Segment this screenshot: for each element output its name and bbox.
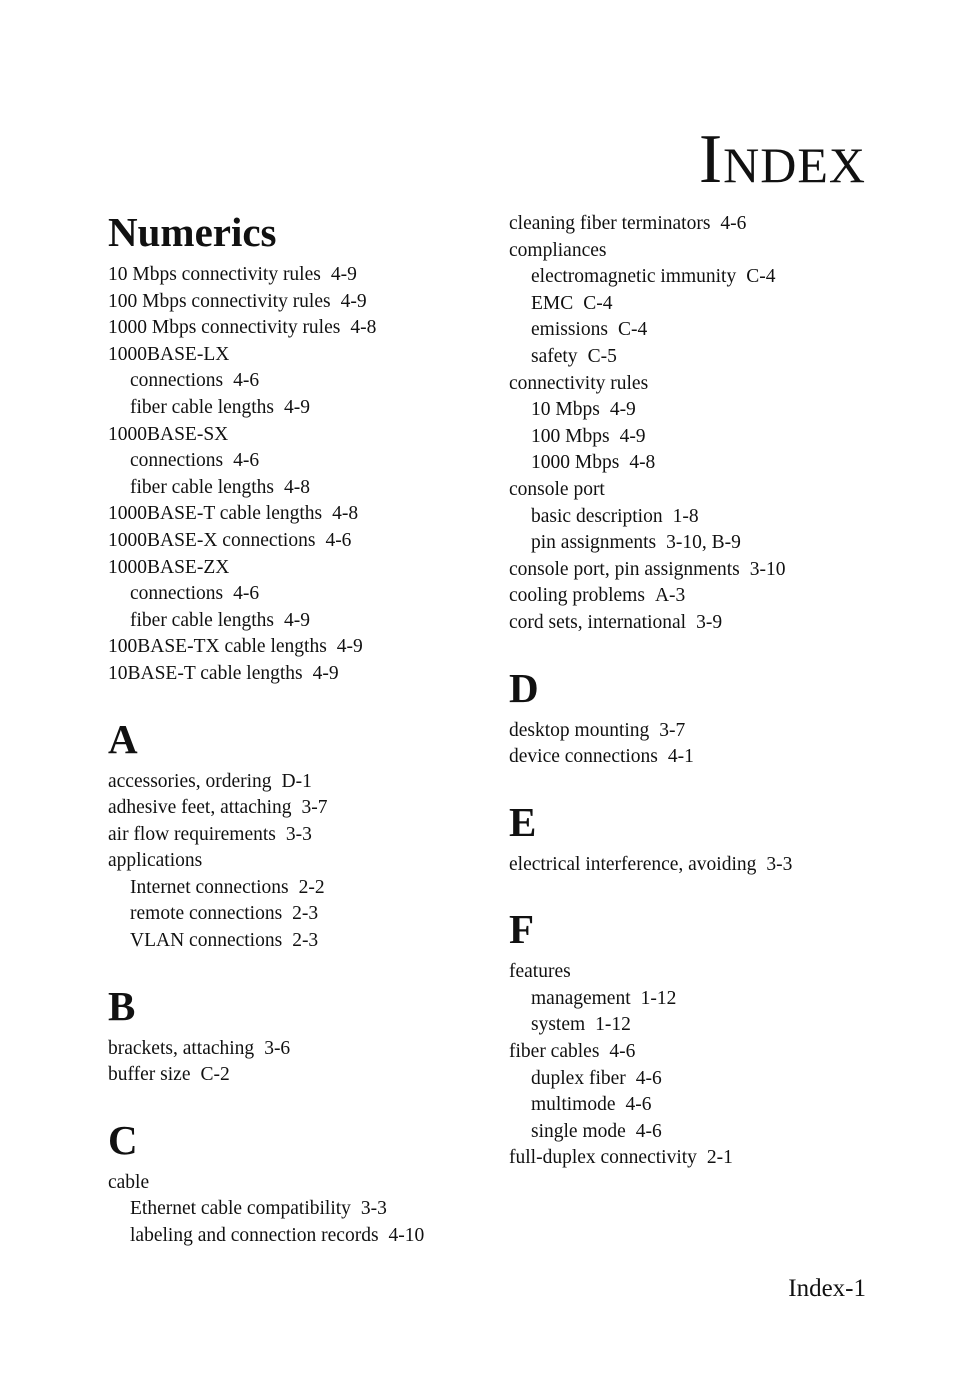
page-reference: 3-7 <box>659 719 686 741</box>
index-term: connections <box>130 370 224 392</box>
index-entry <box>509 557 909 584</box>
index-term: 1000BASE-SX <box>108 423 229 445</box>
index-section <box>509 794 909 879</box>
index-term: cable <box>108 1171 150 1193</box>
index-subentry <box>108 581 508 608</box>
page-reference: 4-6 <box>233 370 260 392</box>
page-title <box>698 120 866 200</box>
index-term: features <box>509 961 571 983</box>
index-entry <box>509 371 909 398</box>
page-reference: 4-9 <box>284 396 311 418</box>
index-entry <box>108 501 508 528</box>
page-reference: 3-9 <box>696 611 723 633</box>
index-entry <box>509 211 909 238</box>
index-entry <box>108 1036 508 1063</box>
index-term: fiber cable lengths <box>130 396 275 418</box>
index-subentry <box>509 264 909 291</box>
index-subentry <box>509 424 909 451</box>
page-reference: 4-8 <box>284 476 311 498</box>
index-term: accessories, ordering <box>108 770 272 792</box>
index-term: 100 Mbps connectivity rules <box>108 290 331 312</box>
section-heading: D <box>509 664 539 711</box>
index-term: EMC <box>531 292 574 314</box>
page-reference: 4-1 <box>667 746 694 768</box>
index-term: full-duplex connectivity <box>509 1147 697 1169</box>
index-term: system <box>531 1014 586 1036</box>
page-reference: C-2 <box>200 1064 230 1086</box>
index-term: fiber cables <box>509 1041 600 1063</box>
index-term: 1000 Mbps <box>531 452 620 474</box>
index-term: connectivity rules <box>509 372 649 394</box>
index-term: device connections <box>509 746 658 768</box>
section-heading: Numerics <box>108 209 277 255</box>
page-title-initial: I <box>698 120 724 198</box>
index-entry <box>509 718 909 745</box>
page-reference: A-3 <box>654 585 686 607</box>
index-term: safety <box>531 345 578 367</box>
index-entry <box>509 238 909 265</box>
page-reference: 3-3 <box>766 853 793 875</box>
index-term: 100 Mbps <box>531 425 610 447</box>
index-section <box>509 660 909 771</box>
index-term: electrical interference, avoiding <box>509 853 757 875</box>
index-section <box>108 978 508 1089</box>
index-subentry <box>509 986 909 1013</box>
index-subentry <box>108 875 508 902</box>
index-term: pin assignments <box>531 532 657 554</box>
page-reference: 4-9 <box>330 264 357 285</box>
page-reference: 1-8 <box>672 505 699 527</box>
page-reference: C-4 <box>746 266 776 288</box>
index-subentry <box>108 448 508 475</box>
index-term: connections <box>130 450 224 472</box>
index-subentry <box>108 368 508 395</box>
page-reference: 2-2 <box>298 876 325 898</box>
page-reference: D-1 <box>281 770 312 792</box>
section-heading: B <box>108 982 136 1029</box>
index-entry <box>108 822 508 849</box>
page-reference: 4-9 <box>340 290 367 312</box>
index-subentry <box>108 928 508 955</box>
index-term: fiber cable lengths <box>130 476 275 498</box>
index-subentry <box>509 1012 909 1039</box>
index-entry <box>108 1062 508 1089</box>
page-reference: 4-6 <box>625 1094 652 1116</box>
index-section <box>509 901 909 1172</box>
page-number: Index-1 <box>788 1275 866 1302</box>
index-subentry <box>509 344 909 371</box>
index-subentry <box>108 475 508 502</box>
index-term: 1000 Mbps connectivity rules <box>108 317 341 339</box>
index-term: management <box>531 987 631 1009</box>
index-entry <box>108 315 508 342</box>
index-term: emissions <box>531 319 608 341</box>
index-section <box>509 211 909 637</box>
index-term: labeling and connection records <box>130 1225 379 1247</box>
index-entry <box>108 342 508 369</box>
index-entry <box>509 477 909 504</box>
index-term: fiber cable lengths <box>130 609 275 631</box>
index-term: Ethernet cable compatibility <box>130 1198 351 1220</box>
index-term: multimode <box>531 1094 616 1116</box>
section-heading: E <box>509 798 537 845</box>
index-subentry <box>509 1092 909 1119</box>
page-reference: 4-6 <box>635 1067 662 1089</box>
page-reference: 3-3 <box>360 1198 387 1220</box>
page-reference: 4-6 <box>233 450 260 472</box>
index-entry <box>108 1170 508 1197</box>
index-entry <box>509 1039 909 1066</box>
index-section <box>108 711 508 955</box>
index-term: electromagnetic immunity <box>531 266 737 288</box>
index-entry <box>108 848 508 875</box>
index-term: 1000BASE-ZX <box>108 556 230 578</box>
index-entry <box>509 583 909 610</box>
index-subentry <box>509 1066 909 1093</box>
page-reference: 2-1 <box>706 1147 733 1169</box>
index-entry <box>108 634 508 661</box>
index-subentry <box>108 1223 508 1250</box>
index-term: duplex fiber <box>531 1067 626 1089</box>
index-term: adhesive feet, attaching <box>108 797 292 819</box>
index-entry <box>108 795 508 822</box>
page-reference: 4-9 <box>312 662 339 684</box>
index-term: 100BASE-TX cable lengths <box>108 636 327 658</box>
index-term: 10 Mbps connectivity rules <box>108 264 321 285</box>
index-term: basic description <box>531 505 663 527</box>
index-subentry <box>108 901 508 928</box>
index-section <box>108 204 508 688</box>
index-subentry <box>108 608 508 635</box>
index-subentry <box>509 1119 909 1146</box>
index-entry <box>509 852 909 879</box>
index-entry <box>509 1145 909 1172</box>
index-subentry <box>509 291 909 318</box>
index-term: 10BASE-T cable lengths <box>108 662 303 684</box>
page-reference: C-4 <box>617 319 648 341</box>
page-reference: 4-9 <box>284 609 311 631</box>
index-entry <box>108 289 508 316</box>
index-term: compliances <box>509 239 607 261</box>
index-section <box>108 1112 508 1250</box>
index-term: console port <box>509 478 605 500</box>
page-reference: 4-10 <box>388 1225 425 1247</box>
section-heading: F <box>509 906 535 953</box>
index-term: air flow requirements <box>108 823 276 845</box>
index-term: 1000BASE-T cable lengths <box>108 503 323 525</box>
page-title-rest: NDEX <box>723 136 866 193</box>
index-term: buffer size <box>108 1064 191 1086</box>
page-reference: 2-3 <box>292 903 319 925</box>
index-entry <box>108 769 508 796</box>
index-entry <box>108 661 508 688</box>
index-subentry <box>108 395 508 422</box>
page-reference: 4-6 <box>635 1120 662 1142</box>
index-term: 10 Mbps <box>531 399 600 421</box>
index-subentry <box>509 450 909 477</box>
page-reference: 3-10, B-9 <box>666 532 741 554</box>
index-term: single mode <box>531 1120 626 1142</box>
page-reference: 4-6 <box>609 1041 636 1063</box>
index-term: connections <box>130 583 224 605</box>
index-term: cooling problems <box>509 585 645 607</box>
index-column-right <box>509 211 909 1195</box>
page-reference: 3-10 <box>749 558 786 580</box>
page-reference: 3-6 <box>264 1037 291 1059</box>
index-entry <box>509 744 909 771</box>
index-entry <box>108 555 508 582</box>
index-subentry <box>108 1196 508 1223</box>
index-subentry <box>509 317 909 344</box>
page-reference: 4-8 <box>350 317 377 339</box>
page-reference: 1-12 <box>640 987 677 1009</box>
index-subentry <box>509 397 909 424</box>
index-term: 1000BASE-LX <box>108 343 230 365</box>
index-term: remote connections <box>130 903 283 925</box>
index-term: VLAN connections <box>130 930 283 952</box>
page-reference: 4-6 <box>325 529 352 551</box>
page-reference: C-4 <box>583 292 613 314</box>
page-reference: 4-9 <box>609 399 636 421</box>
section-heading: C <box>108 1116 138 1163</box>
page-reference: 4-8 <box>629 452 656 474</box>
index-entry <box>108 422 508 449</box>
index-term: brackets, attaching <box>108 1037 255 1059</box>
page-reference: C-5 <box>587 345 617 367</box>
section-heading: A <box>108 715 138 762</box>
index-term: Internet connections <box>130 876 289 898</box>
index-entry <box>509 610 909 637</box>
page-reference: 4-6 <box>720 213 747 234</box>
index-entry <box>108 528 508 555</box>
index-entry <box>509 959 909 986</box>
index-column-left <box>108 204 508 1273</box>
page-reference: 4-9 <box>619 425 646 447</box>
index-term: 1000BASE-X connections <box>108 529 316 551</box>
index-term: cleaning fiber terminators <box>509 213 711 234</box>
index-subentry <box>509 504 909 531</box>
index-term: cord sets, international <box>509 611 687 633</box>
index-subentry <box>509 530 909 557</box>
index-term: desktop mounting <box>509 719 650 741</box>
index-entry <box>108 262 508 289</box>
page-reference: 4-6 <box>233 583 260 605</box>
index-term: console port, pin assignments <box>509 558 740 580</box>
page-reference: 1-12 <box>595 1014 631 1036</box>
page-reference: 3-7 <box>301 797 328 819</box>
page-reference: 3-3 <box>285 823 312 845</box>
page-reference: 4-8 <box>332 503 359 525</box>
page-reference: 4-9 <box>336 636 363 658</box>
page-reference: 2-3 <box>292 930 319 952</box>
index-term: applications <box>108 850 203 872</box>
